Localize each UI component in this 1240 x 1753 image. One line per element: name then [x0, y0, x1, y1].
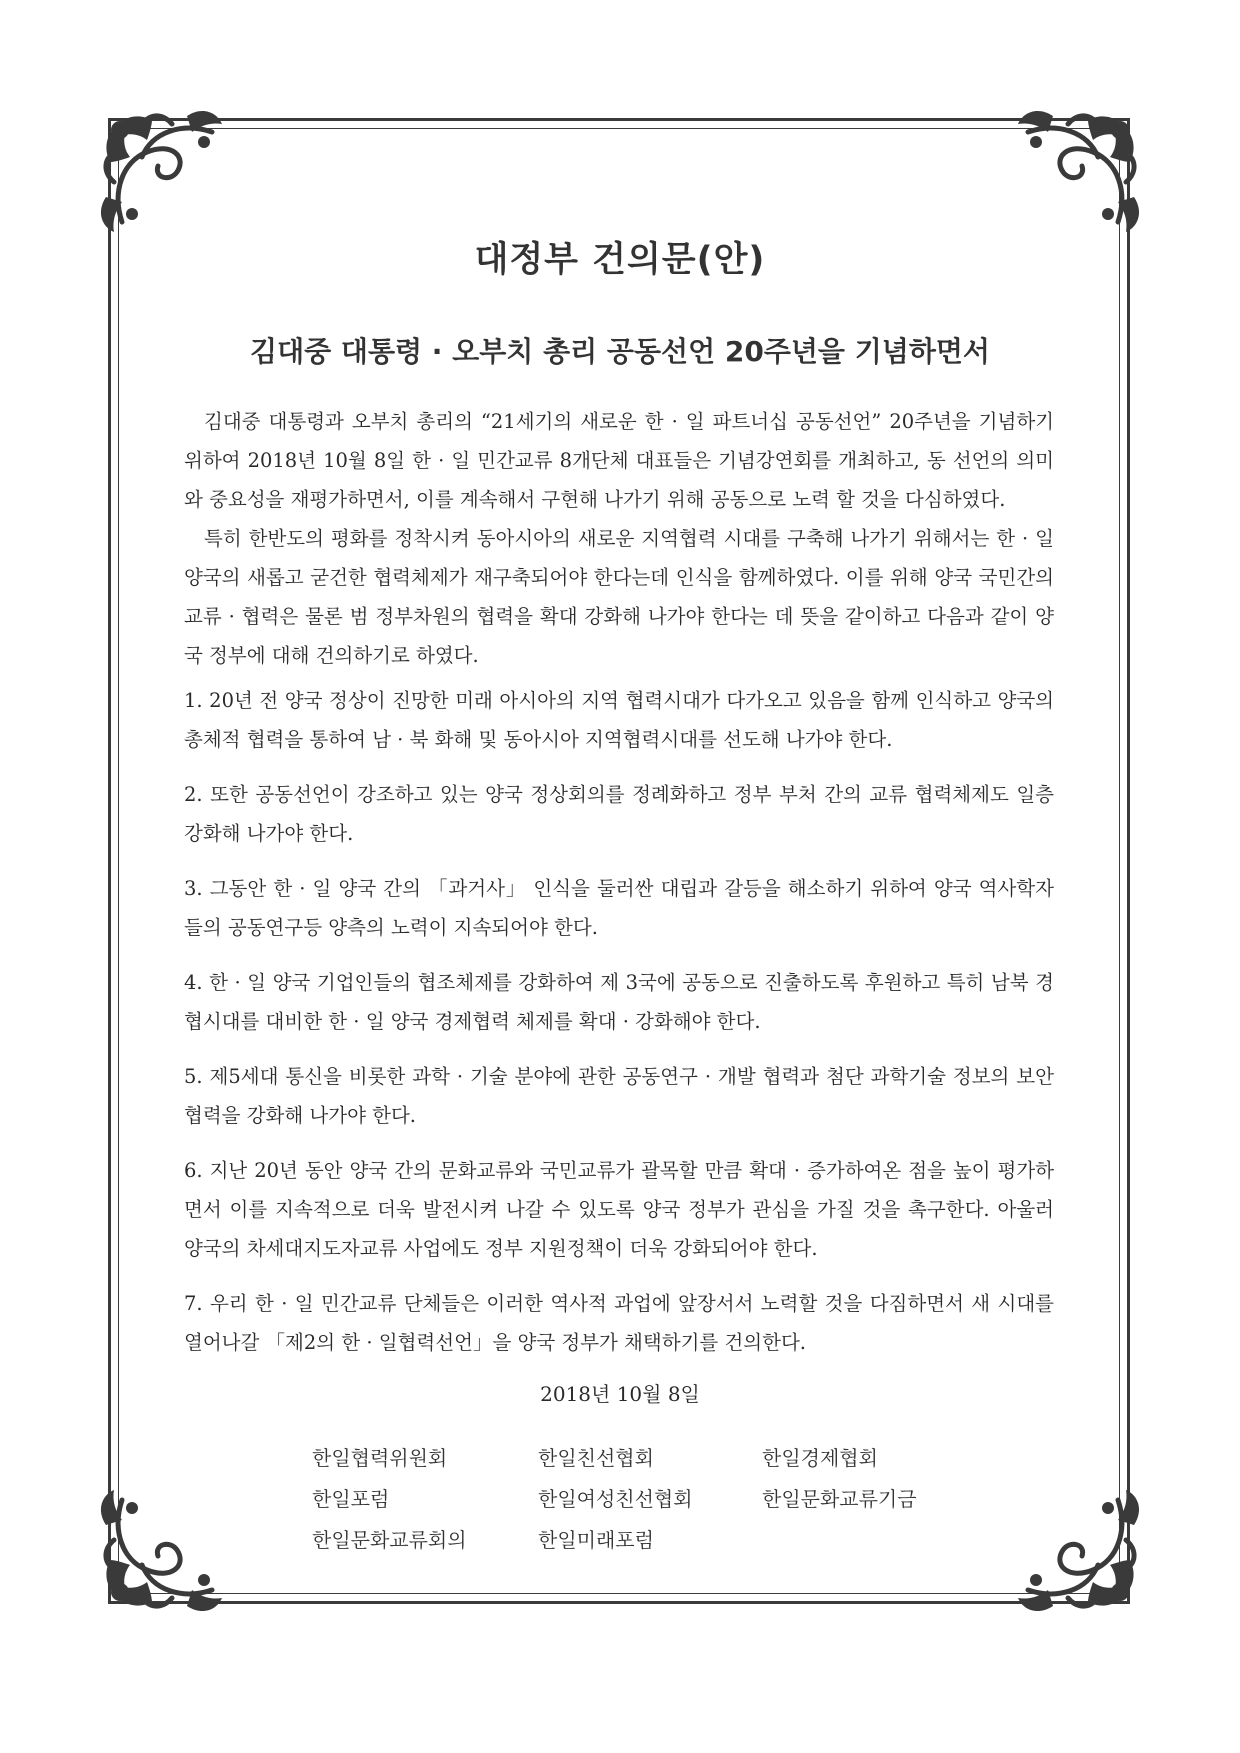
document-title: 대정부 건의문(안)	[474, 240, 766, 280]
document-date: 2018년 10월 8일	[540, 1382, 700, 1406]
recommendation-item-4: 4. 한 · 일 양국 기업인들의 협조체제를 강화하여 제 3국에 공동으로 진출하도록 후원하고 특히 남북 경협시대를 대비한 한 · 일 양국 경제협력 체제를 확대 · 강화해야 한다.	[184, 971, 1054, 1033]
recommendation-item-2: 2. 또한 공동선언이 강조하고 있는 양국 정상회의를 정례화하고 정부 부처 간의 교류 협력체제도 일층 강화해 나가야 한다.	[184, 783, 1054, 845]
organization-name: 한일친선협회	[538, 1446, 654, 1470]
recommendation-item-5: 5. 제5세대 통신을 비롯한 과학 · 기술 분야에 관한 공동연구 · 개발 협력과 첨단 과학기술 정보의 보안협력을 강화해 나가야 한다.	[184, 1065, 1054, 1127]
organization-name: 한일문화교류회의	[312, 1528, 467, 1552]
recommendation-item-1: 1. 20년 전 양국 정상이 진망한 미래 아시아의 지역 협력시대가 다가오고 있음을 함께 인식하고 양국의 총체적 협력을 통하여 남 · 북 화해 및 동아시아 지역협력시대를 선도해 나가야 한다.	[184, 689, 1054, 751]
organization-name: 한일포럼	[312, 1487, 390, 1511]
organization-name: 한일미래포럼	[538, 1528, 654, 1552]
corner-ornament-top-left	[92, 102, 242, 252]
organization-name: 한일문화교류기금	[762, 1487, 917, 1511]
recommendation-item-7: 7. 우리 한 · 일 민간교류 단체들은 이러한 역사적 과업에 앞장서서 노력할 것을 다짐하면서 새 시대를 열어나갈 「제2의 한 · 일협력선언」을 양국 정부가 채택하기를 건의한다.	[184, 1292, 1054, 1354]
intro-paragraph-2: 특히 한반도의 평화를 정착시켜 동아시아의 새로운 지역협력 시대를 구축해 나가기 위해서는 한 · 일 양국의 새롭고 굳건한 협력체제가 재구축되어야 한다는데 인식을 함께하였다. 이를 위해 양국 국민간의 교류 · 협력은 물론 범 정부차원의 협력을 확대 강화해 나가야 한다는 데 뜻을 같이하고 다음과 같이 양국 정부에 대해 건의하기로 하였다.	[184, 527, 1054, 667]
organization-name: 한일여성친선협회	[538, 1487, 693, 1511]
document-subtitle: 김대중 대통령 · 오부치 총리 공동선언 20주년을 기념하면서	[250, 335, 990, 368]
organization-name: 한일협력위원회	[312, 1446, 448, 1470]
corner-ornament-top-right	[998, 102, 1148, 252]
corner-ornament-bottom-left	[92, 1470, 242, 1620]
signatory-organizations	[312, 1442, 952, 1553]
document-body	[184, 402, 1054, 1362]
corner-ornament-bottom-right	[998, 1470, 1148, 1620]
recommendation-item-3: 3. 그동안 한 · 일 양국 간의 「과거사」 인식을 둘러싼 대립과 갈등을 해소하기 위하여 양국 역사학자들의 공동연구등 양측의 노력이 지속되어야 한다.	[184, 877, 1054, 939]
organization-name: 한일경제협회	[762, 1446, 878, 1470]
intro-paragraph-1: 김대중 대통령과 오부치 총리의 “21세기의 새로운 한 · 일 파트너십 공동선언” 20주년을 기념하기 위하여 2018년 10월 8일 한 · 일 민간교류 8개단체 대표들은 기념강연회를 개최하고, 동 선언의 의미와 중요성을 재평가하면서, 이를 계속해서 구현해 나가기 위해 공동으로 노력 할 것을 다심하였다.	[184, 410, 1054, 511]
recommendation-item-6: 6. 지난 20년 동안 양국 간의 문화교류와 국민교류가 괄목할 만큼 확대 · 증가하여온 점을 높이 평가하면서 이를 지속적으로 더욱 발전시켜 나갈 수 있도록 양국 정부가 관심을 가질 것을 촉구한다. 아울러 양국의 차세대지도자교류 사업에도 정부 지원정책이 더욱 강화되어야 한다.	[184, 1159, 1054, 1260]
